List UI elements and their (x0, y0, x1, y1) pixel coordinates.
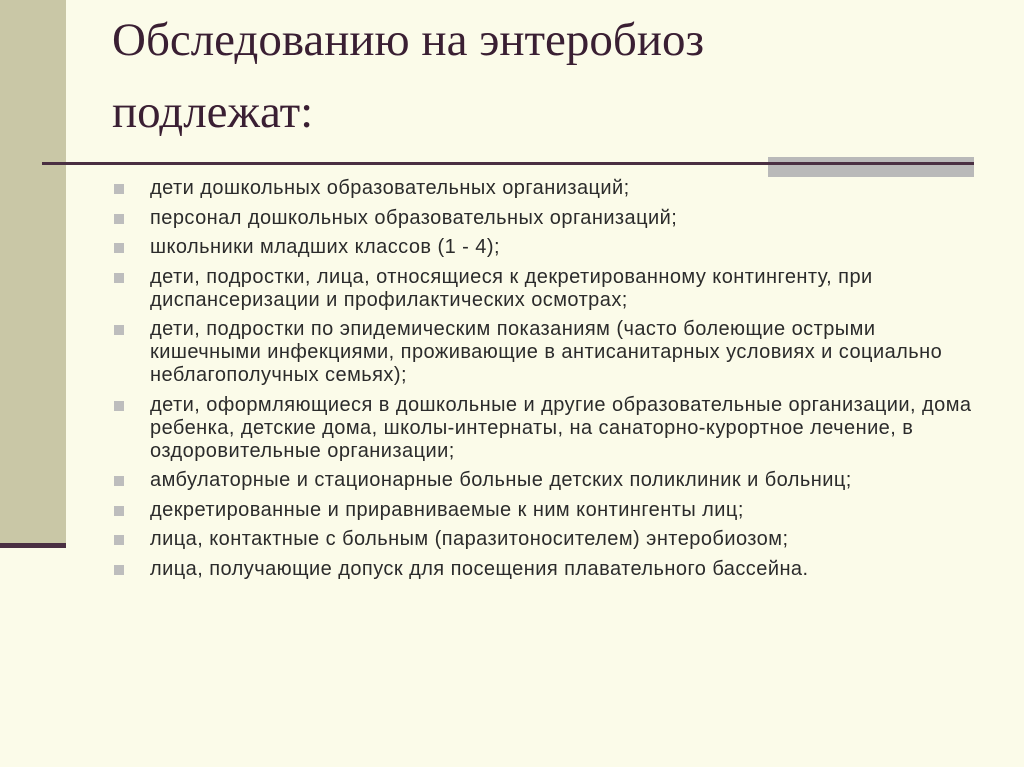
list-item-text: лица, контактные с больным (паразитоносителем) энтеробиозом; (150, 528, 789, 550)
list-item (112, 207, 992, 230)
square-bullet-icon (114, 401, 124, 411)
list-item (112, 469, 992, 492)
list-item (112, 266, 992, 312)
title-rule-accent (768, 157, 974, 177)
list-item-text: дети, оформляющиеся в дошкольные и другие образовательные организации, дома ребенка, детские дома, школы-интернаты, на санаторно-курортное лечение, в оздоровительные организации; (150, 393, 972, 462)
slide-title-line-2: подлежат: (112, 86, 314, 138)
list-item-text: школьники младших классов (1 - 4); (150, 236, 500, 258)
square-bullet-icon (114, 243, 124, 253)
list-item-text: дети, подростки, лица, относящиеся к декретированному контингенту, при диспансеризации и профилактических осмотрах; (150, 265, 873, 311)
list-item (112, 236, 992, 259)
square-bullet-icon (114, 535, 124, 545)
bullet-list (112, 177, 992, 587)
square-bullet-icon (114, 184, 124, 194)
title-divider (42, 162, 974, 165)
list-item (112, 177, 992, 200)
square-bullet-icon (114, 506, 124, 516)
square-bullet-icon (114, 214, 124, 224)
square-bullet-icon (114, 273, 124, 283)
list-item (112, 558, 992, 581)
square-bullet-icon (114, 565, 124, 575)
list-item-text: декретированные и приравниваемые к ним контингенты лиц; (150, 498, 744, 521)
square-bullet-icon (114, 325, 124, 335)
list-item (112, 394, 992, 463)
list-item (112, 499, 992, 522)
list-item-text: персонал дошкольных образовательных организаций; (150, 206, 678, 229)
left-accent-band (0, 0, 66, 545)
list-item-text: дети, подростки по эпидемическим показаниям (часто болеющие острыми кишечными инфекциями, проживающие в антисанитарных условиях и социально неблагополучных семьях); (150, 318, 943, 386)
list-item (112, 528, 992, 551)
list-item-text: дети дошкольных образовательных организаций; (150, 177, 630, 199)
slide-title-line-1: Обследованию на энтеробиоз (112, 14, 705, 66)
square-bullet-icon (114, 476, 124, 486)
list-item (112, 318, 992, 387)
left-band-underline (0, 543, 66, 548)
slide-title (112, 0, 992, 148)
list-item-text: амбулаторные и стационарные больные детских поликлиник и больниц; (150, 469, 852, 491)
list-item-text: лица, получающие допуск для посещения плавательного бассейна. (150, 557, 809, 580)
